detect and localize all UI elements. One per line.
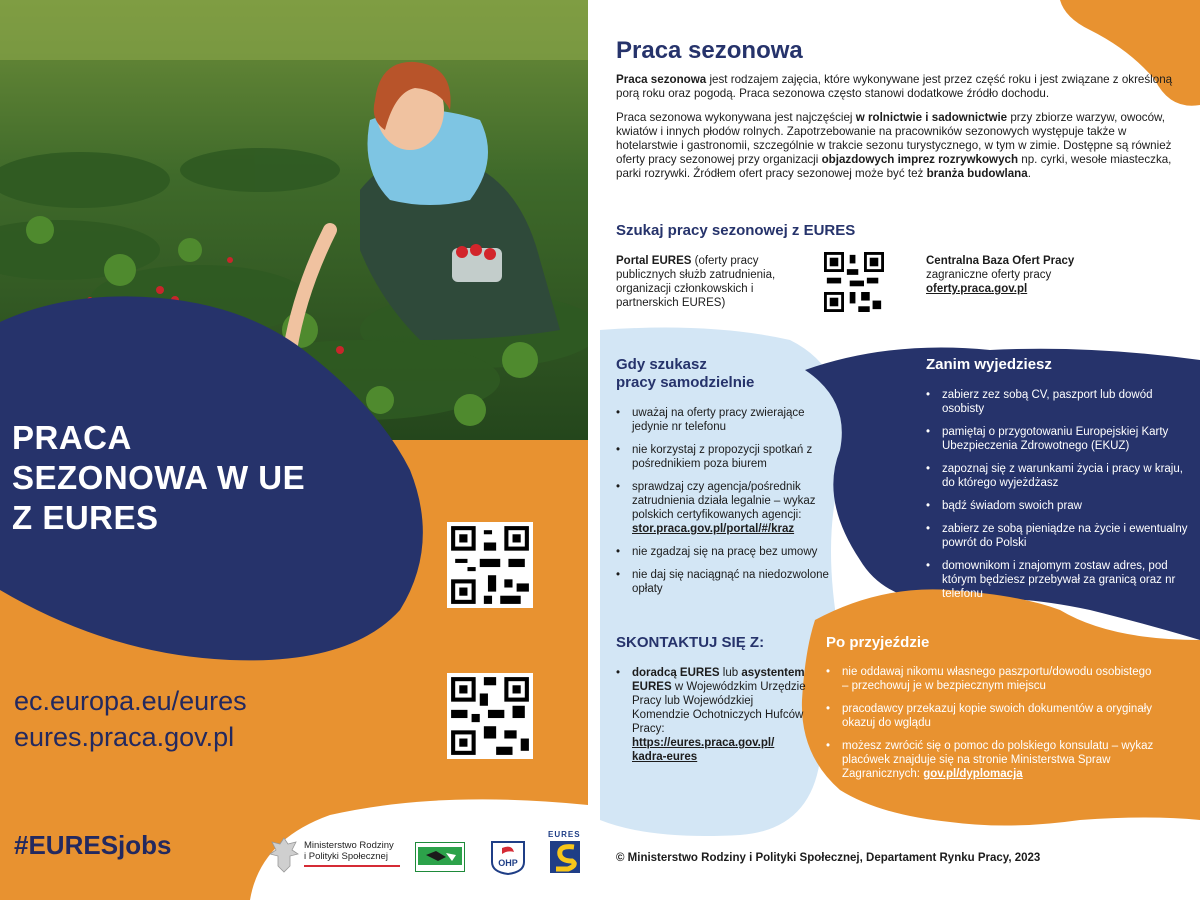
list-item: • zabierz ze sobą pieniądze na życie i ewentualny powrót do Polski [926, 522, 1188, 550]
eures-logo-icon: EURES [548, 830, 584, 878]
list-item: • doradcą EURES lub asystentem EURES w Wojewódzkim Urzędzie Pracy lub Wojewódzkiej Komendzie Ochotniczych Hufców Pracy: https://eures.praca.gov.pl/ kadra-eures [616, 666, 806, 764]
portal-eures-text: Portal EURES (oferty pracy publicznych służb zatrudnienia, organizacji członkowskich i partnerskich EURES) [616, 255, 776, 309]
handshake-logo-icon [415, 842, 465, 872]
contact-heading: SKONTAKTUJ SIĘ Z: [616, 634, 765, 651]
list-item: • nie oddawaj nikomu własnego paszportu/dowodu osobistego – przechowuj je w bezpiecznym miejscu [826, 665, 1156, 693]
title-line-1: PRACA [12, 419, 132, 456]
left-panel [0, 0, 588, 900]
list-item: • pracodawcy przekazuj kopie swoich dokumentów a oryginały okazuj do wglądu [826, 702, 1156, 730]
cbop-text: Centralna Baza Ofert Pracy zagraniczne oferty pracy oferty.praca.gov.pl [926, 254, 1166, 296]
contact-list [616, 666, 806, 773]
ohp-logo-icon: OHP [488, 838, 528, 876]
self-search-heading: Gdy szukasz pracy samodzielnie [616, 356, 755, 391]
before-departure-list [926, 388, 1188, 610]
intro-paragraph-1: Praca sezonowa jest rodzajem zajęcia, które wykonywane jest przez część roku i jest związane z określoną porą roku oraz pogodą. Praca sezonowa często stanowi dodatkowe źródło dochodu. [616, 73, 1173, 100]
list-item: • możesz zwrócić się o pomoc do polskiego konsulatu – wykaz placówek znajduje się na stronie Ministerstwa Spraw Zagranicznych: gov.pl/dyplomacja [826, 739, 1156, 781]
website-urls [14, 683, 247, 755]
list-item: • nie korzystaj z propozycji spotkań z pośrednikiem poza biurem [616, 443, 836, 471]
partner-logos [250, 806, 588, 900]
qr-code-portal[interactable] [824, 252, 884, 312]
after-arrival-list [826, 665, 1156, 790]
cbop-link[interactable]: oferty.praca.gov.pl [926, 283, 1028, 295]
list-item: • nie daj się naciągnąć na niedozwolone opłaty [616, 568, 836, 596]
list-item: • uważaj na oferty pracy zwierające jedynie nr telefonu [616, 406, 836, 434]
polish-eagle-icon [268, 836, 300, 874]
diplomacy-link[interactable]: gov.pl/dyplomacja [923, 768, 1023, 780]
after-arrival-heading: Po przyjeździe [826, 634, 930, 651]
title-line-2: SEZONOWA W UE [12, 459, 306, 496]
self-search-list [616, 406, 836, 605]
list-item: • bądź świadom swoich praw [926, 499, 1188, 513]
intro-text [616, 73, 1176, 191]
qr-code-2[interactable] [447, 673, 533, 759]
list-item: • sprawdzaj czy agencja/pośrednik zatrudnienia działa legalnie – wykaz polskich certyfikowanych agencji: stor.praca.gov.pl/portal/#/kraz [616, 480, 836, 536]
page-title: Praca sezonowa [616, 37, 803, 64]
eures-staff-link[interactable]: https://eures.praca.gov.pl/ kadra-eures [632, 737, 775, 763]
copyright-footer: © Ministerstwo Rodziny i Polityki Społecznej, Departament Rynku Pracy, 2023 [616, 852, 1041, 864]
url-eures-eu[interactable]: ec.europa.eu/eures [14, 686, 247, 716]
poster-title [12, 418, 305, 538]
qr-code-1[interactable] [447, 522, 533, 608]
before-departure-heading: Zanim wyjedziesz [926, 356, 1052, 373]
kraz-link[interactable]: stor.praca.gov.pl/portal/#/kraz [632, 523, 795, 535]
hashtag: #EURESjobs [14, 830, 172, 860]
list-item: • domownikom i znajomym zostaw adres, pod którym będziesz przebywał za granicą oraz nr telefonu [926, 559, 1188, 601]
list-item: • nie zgadzaj się na pracę bez umowy [616, 545, 836, 559]
search-heading: Szukaj pracy sezonowej z EURES [616, 222, 856, 239]
url-eures-pl[interactable]: eures.praca.gov.pl [14, 722, 235, 752]
list-item: • zapoznaj się z warunkami życia i pracy w kraju, do którego wyjeżdżasz [926, 462, 1188, 490]
list-item: • pamiętaj o przygotowaniu Europejskiej Karty Ubezpieczenia Zdrowotnego (EKUZ) [926, 425, 1188, 453]
list-item: • zabierz zez sobą CV, paszport lub dowód osobisty [926, 388, 1188, 416]
ministry-logo-text: Ministerstwo Rodziny i Polityki Społecznej [304, 840, 400, 867]
intro-paragraph-2: Praca sezonowa wykonywana jest najczęściej w rolnictwie i sadownictwie przy zbiorze warzyw, owoców, kwiatów i innych płodów rolnych. Zapotrzebowanie na pracowników sezonowych występuje także w hotelarstwie i gastronomii, szczególnie w trakcie sezonu turystycznego, w tym w zimie. Dostępne są również oferty pracy sezonowej przy organizacji objazdowych imprez rozrywkowych np. cyrki, wesołe miasteczka, parki rozrywki. Źródłem ofert pracy sezonowej może być też branża budowlana. [616, 111, 1172, 180]
title-line-3: Z EURES [12, 499, 159, 536]
right-panel [590, 0, 1200, 900]
